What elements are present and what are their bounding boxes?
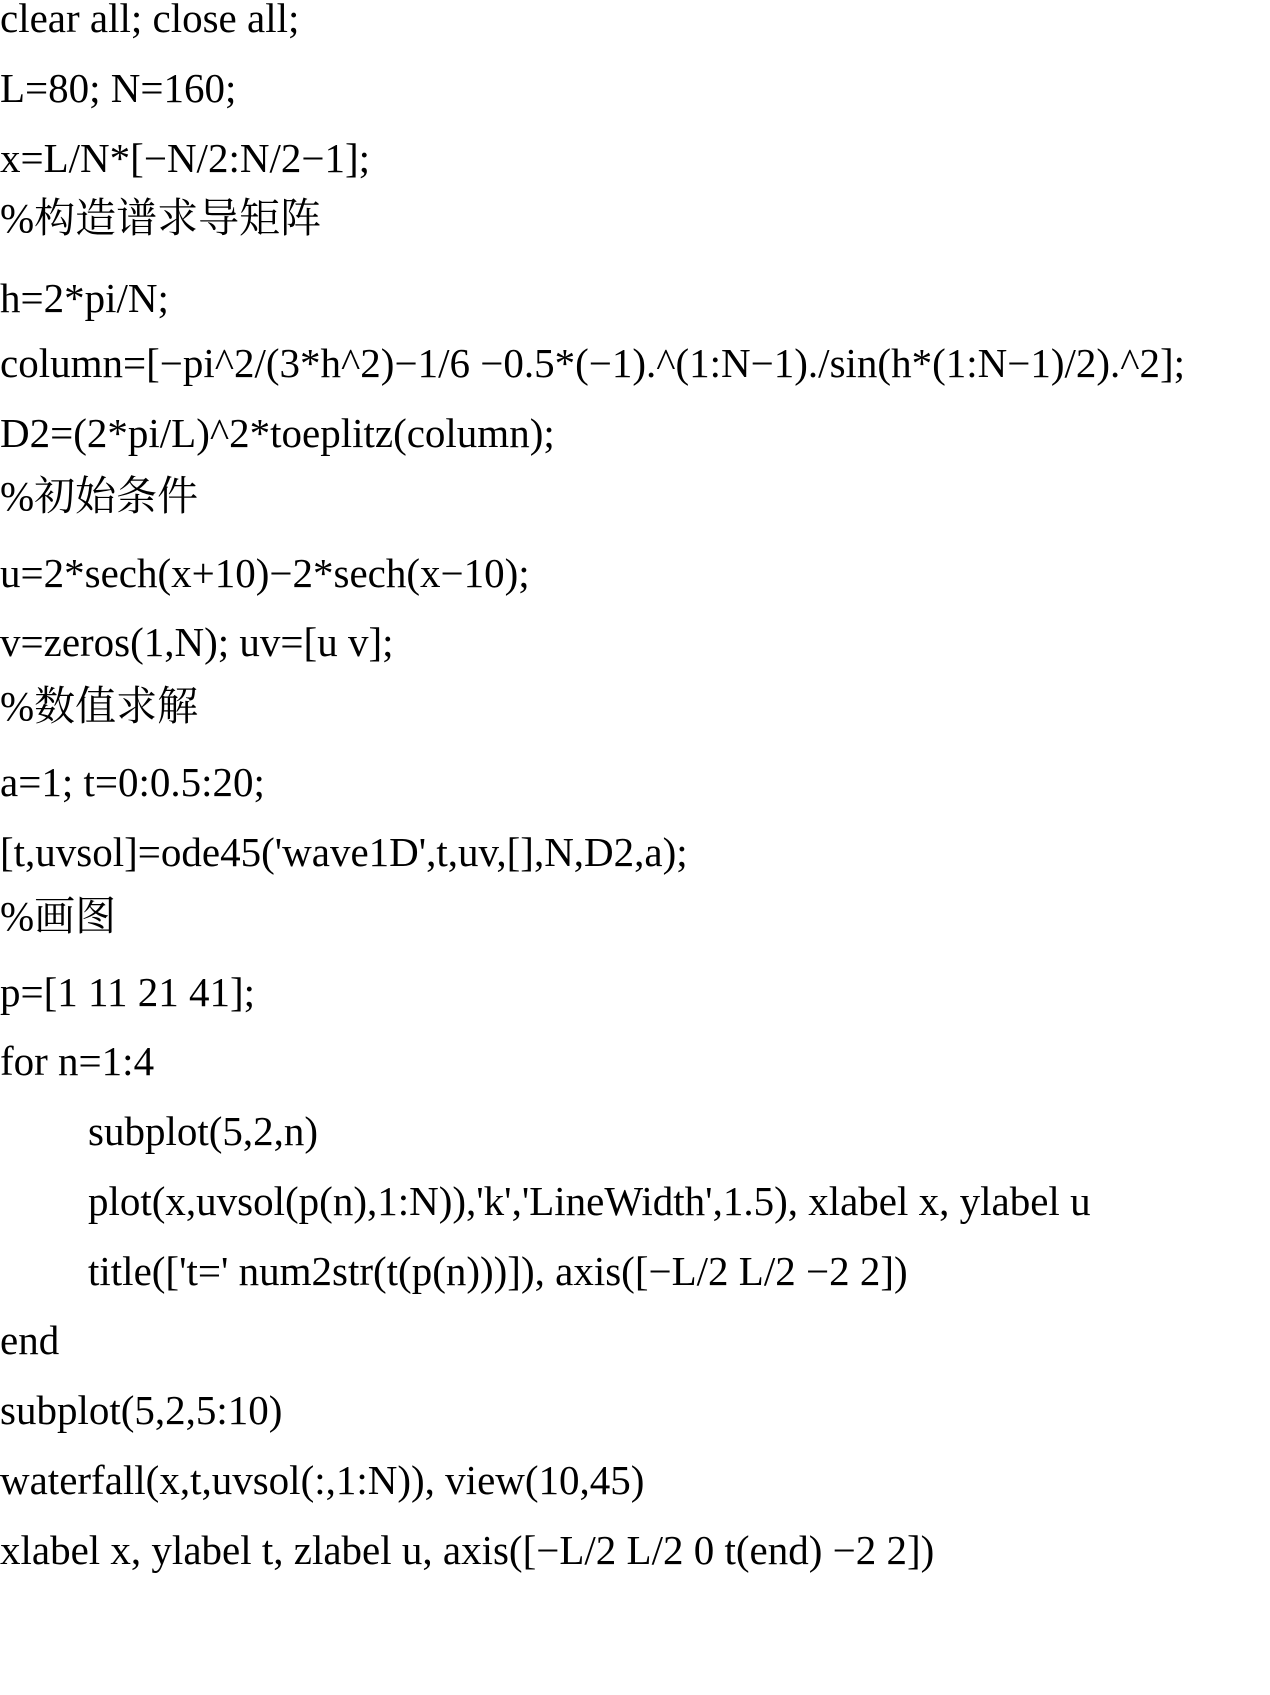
code-line-plot: plot(x,uvsol(p(n),1:N)),'k','LineWidth',1.5), xlabel x, ylabel u	[88, 1178, 1091, 1224]
code-comment-matrix: %构造谱求导矩阵	[0, 195, 322, 241]
code-line-step: h=2*pi/N;	[0, 275, 169, 321]
code-line-grid: x=L/N*[−N/2:N/2−1];	[0, 135, 371, 181]
code-line-d2: D2=(2*pi/L)^2*toeplitz(column);	[0, 410, 555, 456]
code-line-end: end	[0, 1317, 60, 1363]
code-line-params: L=80; N=160;	[0, 65, 237, 111]
code-line-subplot-range: subplot(5,2,5:10)	[0, 1387, 283, 1433]
code-line-u: u=2*sech(x+10)−2*sech(x−10);	[0, 550, 530, 596]
code-line-waterfall: waterfall(x,t,uvsol(:,1:N)), view(10,45)	[0, 1457, 645, 1503]
code-line-time: a=1; t=0:0.5:20;	[0, 759, 265, 805]
code-line-clear: clear all; close all;	[0, 0, 300, 41]
code-comment-plot: %画图	[0, 893, 117, 939]
code-line-p: p=[1 11 21 41];	[0, 969, 256, 1015]
code-line-labels: xlabel x, ylabel t, zlabel u, axis([−L/2 L/2 0 t(end) −2 2])	[0, 1527, 935, 1573]
code-line-title: title(['t=' num2str(t(p(n)))]), axis([−L/2 L/2 −2 2])	[88, 1248, 908, 1294]
code-line-for: for n=1:4	[0, 1038, 155, 1084]
code-comment-solve: %数值求解	[0, 683, 199, 729]
code-comment-initial: %初始条件	[0, 473, 199, 519]
code-line-v: v=zeros(1,N); uv=[u v];	[0, 619, 394, 665]
code-line-column: column=[−pi^2/(3*h^2)−1/6 −0.5*(−1).^(1:N−1)./sin(h*(1:N−1)/2).^2];	[0, 340, 1186, 386]
code-line-ode45: [t,uvsol]=ode45('wave1D',t,uv,[],N,D2,a);	[0, 829, 688, 875]
code-line-subplot-n: subplot(5,2,n)	[88, 1108, 319, 1154]
